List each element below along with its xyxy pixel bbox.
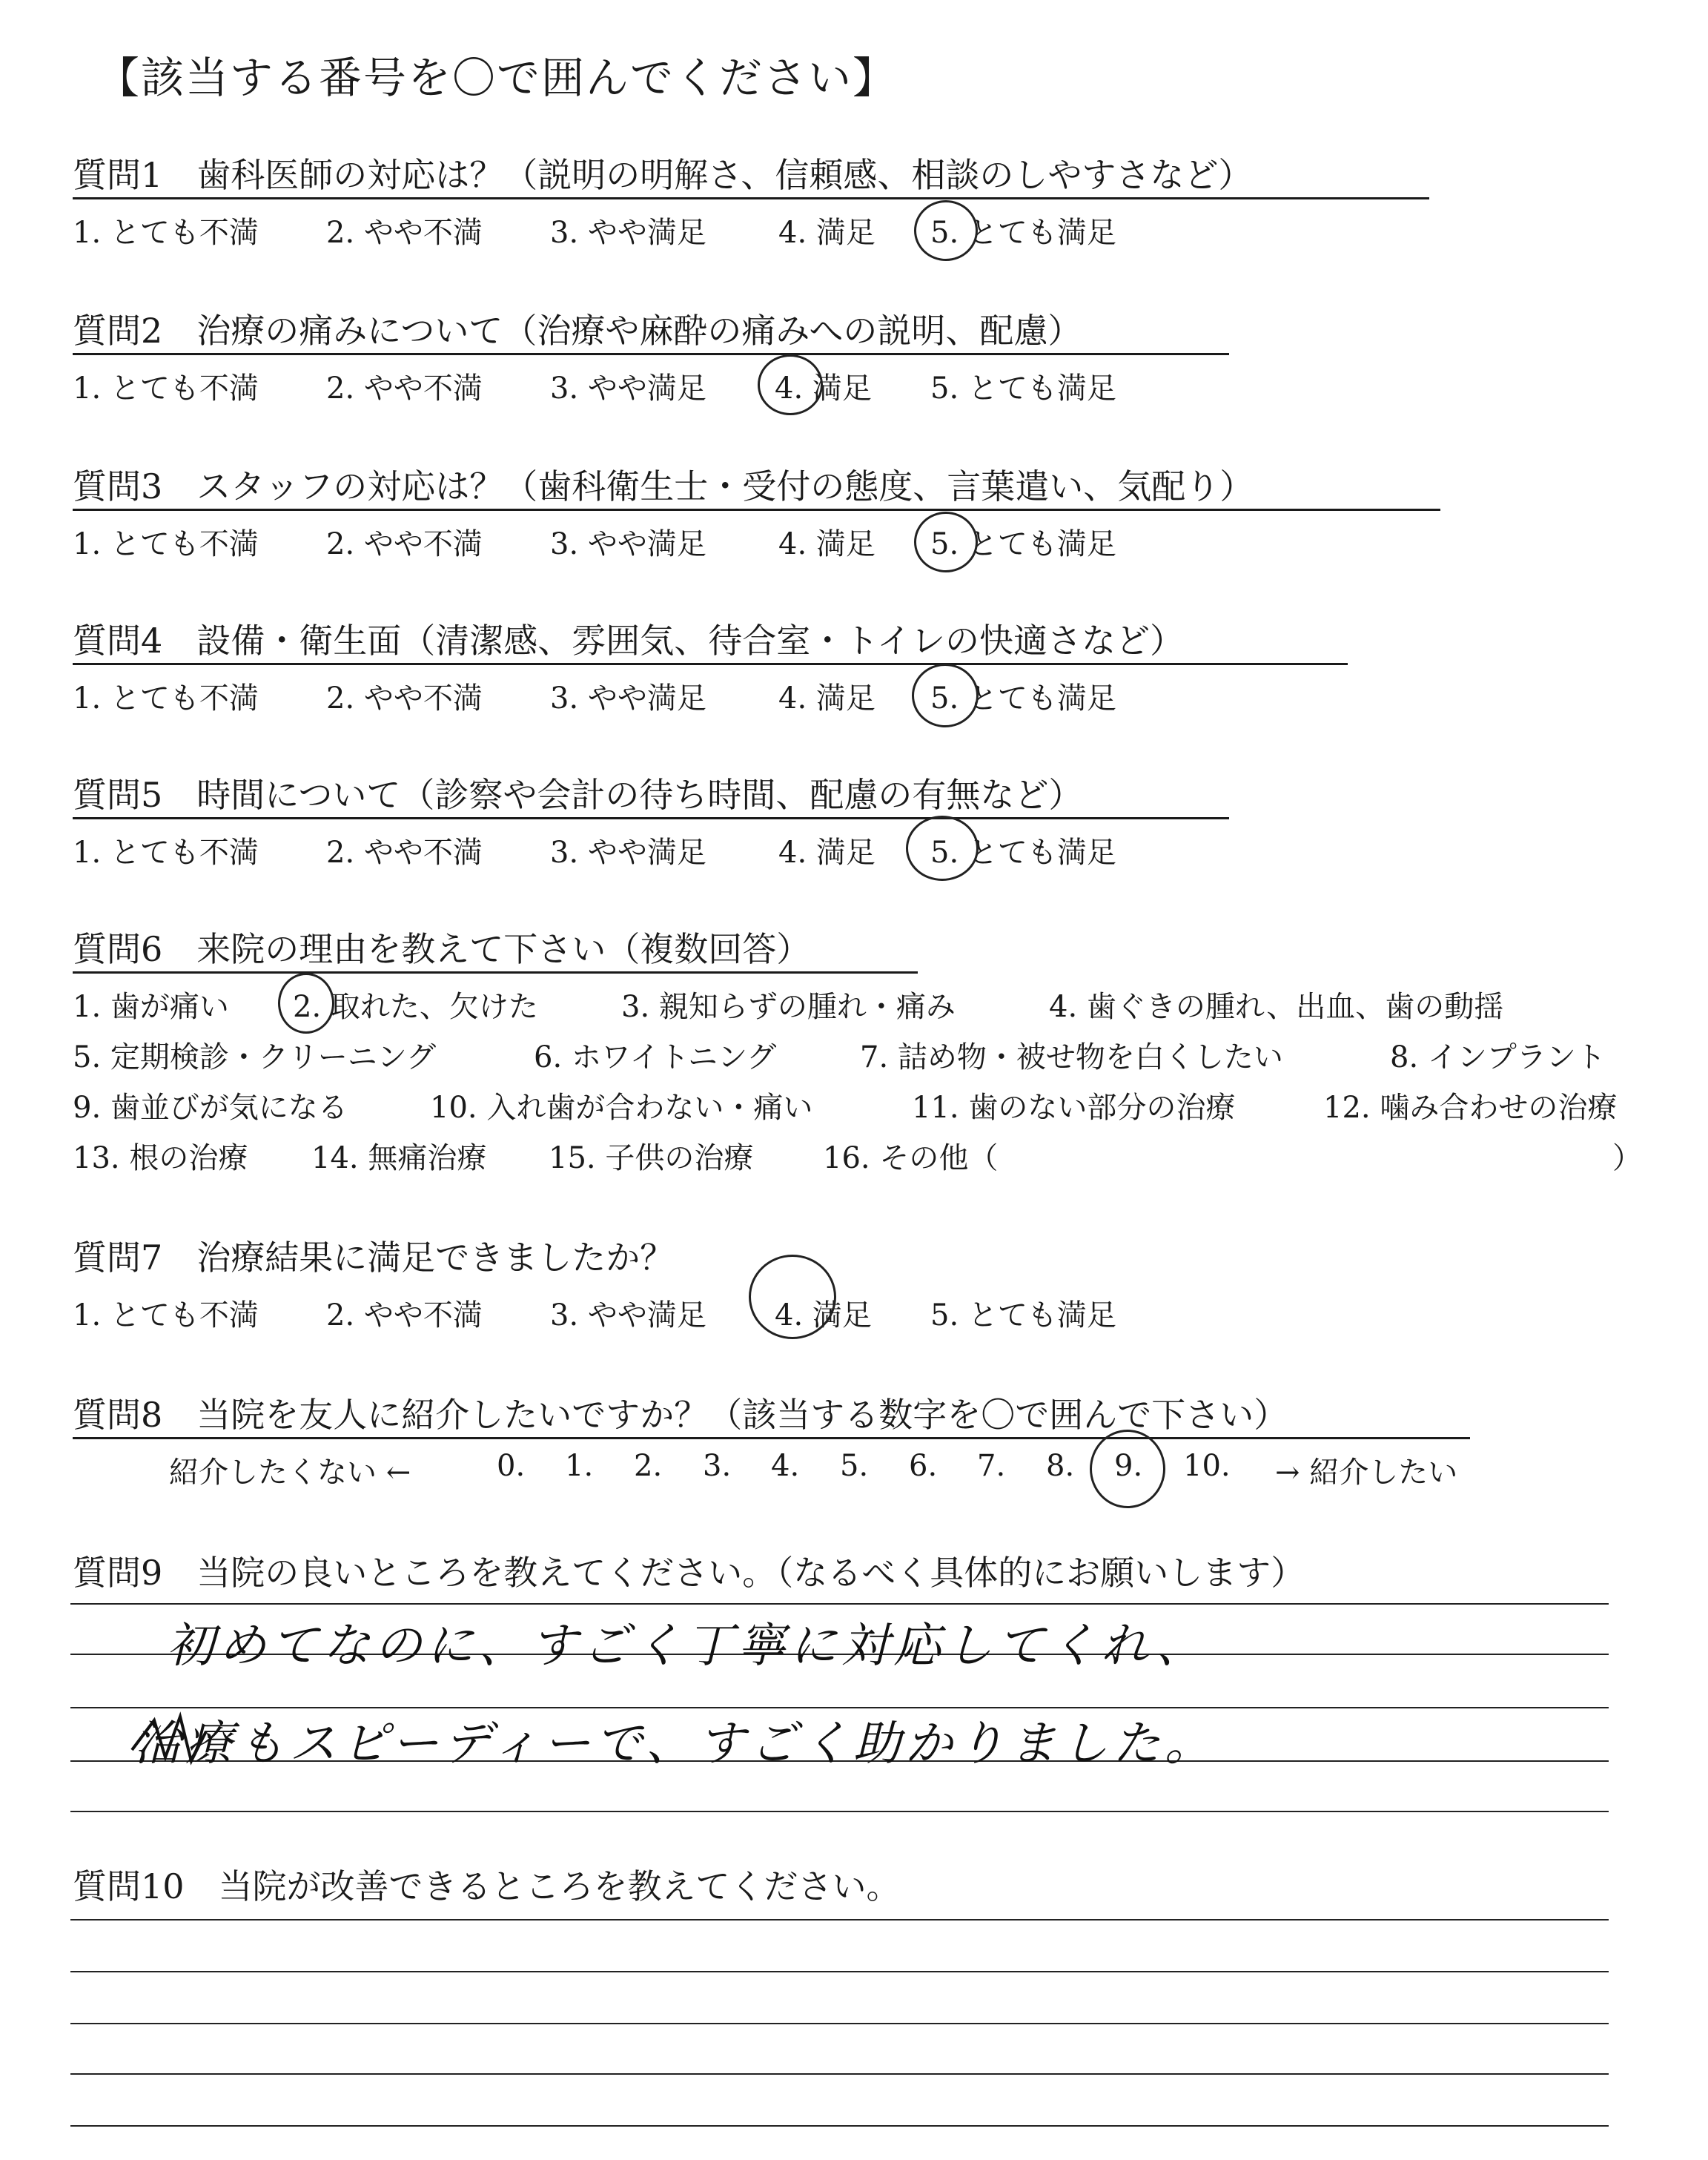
option-selected[interactable]: 4. 満足 (775, 1298, 872, 1332)
answer-line (70, 2023, 1609, 2024)
scale-option[interactable]: 10. (1183, 1449, 1231, 1483)
handwritten-answer-line-2: 治療もスピーディーで、すごく助かりました。 (133, 1717, 1217, 1771)
option[interactable]: 4. 満足 (778, 681, 875, 716)
scale-option[interactable]: 6. (909, 1449, 938, 1483)
question-4: 質問4 設備・衛生面（清潔感、雰囲気、待合室・トイレの快適さなど） (73, 621, 1184, 661)
option[interactable]: 2. やや不満 (326, 527, 483, 561)
option-selected[interactable]: 4. 満足 (775, 371, 872, 406)
answer-line (70, 1603, 1609, 1605)
scale-option[interactable]: 0. (497, 1449, 526, 1483)
option[interactable]: 2. やや不満 (326, 836, 483, 870)
question-2: 質問2 治療の痛みについて（治療や麻酔の痛みへの説明、配慮） (73, 311, 1082, 351)
scale-right-label: → 紹介したい (1275, 1456, 1458, 1490)
scale-option[interactable]: 1. (565, 1449, 594, 1483)
option[interactable]: 4. 満足 (778, 216, 875, 250)
option[interactable]: 4. 満足 (778, 527, 875, 561)
option[interactable]: 10. 入れ歯が合わない・痛い (430, 1091, 813, 1125)
question-5-underline (73, 817, 1229, 819)
option[interactable]: 9. 歯並びが気になる (73, 1091, 348, 1125)
option[interactable]: 2. やや不満 (326, 371, 483, 406)
option[interactable]: 3. 親知らずの腫れ・痛み (621, 990, 956, 1024)
option[interactable]: 3. やや満足 (550, 1298, 706, 1332)
option[interactable]: 7. 詰め物・被せ物を白くしたい (860, 1040, 1283, 1074)
scale-option[interactable]: 5. (840, 1449, 869, 1483)
scale-option[interactable]: 8. (1046, 1449, 1075, 1483)
question-7: 質問7 治療結果に満足できましたか？ (73, 1238, 675, 1278)
option[interactable]: 1. とても不満 (73, 1298, 259, 1332)
question-8-underline (73, 1437, 1470, 1439)
question-1: 質問1 歯科医師の対応は？（説明の明解さ、信頼感、相談のしやすさなど） (73, 155, 1253, 195)
option[interactable]: 3. やや満足 (550, 216, 706, 250)
question-5: 質問5 時間について（診察や会計の待ち時間、配慮の有無など） (73, 775, 1083, 815)
option[interactable]: 12. 噛み合わせの治療 (1323, 1091, 1618, 1125)
selection-circle (278, 973, 334, 1034)
option[interactable]: 16. その他（ (823, 1141, 999, 1175)
option[interactable]: 15. 子供の治療 (549, 1141, 754, 1175)
question-3-underline (73, 509, 1440, 511)
option[interactable]: 4. 満足 (778, 836, 875, 870)
answer-line (70, 2073, 1609, 2075)
option-selected[interactable]: 5. とても満足 (930, 836, 1116, 870)
option[interactable]: 5. 定期検診・クリーニング (73, 1040, 437, 1074)
option[interactable]: 3. やや満足 (550, 681, 706, 716)
selection-circle (1090, 1430, 1165, 1508)
selection-circle (758, 354, 823, 415)
answer-line (70, 1971, 1609, 1972)
option[interactable]: 13. 根の治療 (73, 1141, 248, 1175)
scale-option[interactable]: 7. (977, 1449, 1006, 1483)
option[interactable]: 1. とても不満 (73, 527, 259, 561)
option[interactable]: 5. とても満足 (930, 1298, 1116, 1332)
option[interactable]: 4. 歯ぐきの腫れ、出血、歯の動揺 (1049, 990, 1504, 1024)
scale-option-selected[interactable]: 9. (1114, 1449, 1143, 1483)
option-selected[interactable]: 2. 取れた、欠けた (293, 990, 538, 1024)
option[interactable]: 3. やや満足 (550, 371, 706, 406)
option[interactable]: 11. 歯のない部分の治療 (912, 1091, 1236, 1125)
option[interactable]: 14. 無痛治療 (311, 1141, 487, 1175)
option[interactable]: 2. やや不満 (326, 216, 483, 250)
answer-line (70, 1811, 1609, 1812)
question-10: 質問10 当院が改善できるところを教えてください。 (73, 1866, 901, 1906)
option[interactable]: 1. とても不満 (73, 371, 259, 406)
option[interactable]: 1. とても不満 (73, 681, 259, 716)
question-3: 質問3 スタッフの対応は？（歯科衛生士・受付の態度、言葉遣い、気配り） (73, 466, 1254, 506)
option[interactable]: 3. やや満足 (550, 527, 706, 561)
form-title: 【該当する番号を〇で囲んでください】 (96, 53, 898, 103)
scale-option[interactable]: 4. (771, 1449, 800, 1483)
question-6-underline (73, 971, 918, 974)
selection-circle (906, 816, 979, 881)
question-1-underline (73, 197, 1429, 199)
option[interactable]: 1. とても不満 (73, 836, 259, 870)
selection-circle (912, 664, 979, 727)
option[interactable]: 1. とても不満 (73, 216, 259, 250)
selection-circle (914, 200, 978, 261)
option-selected[interactable]: 5. とても満足 (930, 681, 1116, 716)
option-selected[interactable]: 5. とても満足 (930, 527, 1116, 561)
option[interactable]: 8. インプラント (1390, 1040, 1606, 1074)
handwritten-answer-line-1: 初めてなのに、すごく丁寧に対応してくれ、 (167, 1619, 1208, 1674)
selection-circle (914, 512, 978, 572)
question-9: 質問9 当院の良いところを教えてください。（なるべく具体的にお願いします） (73, 1553, 1305, 1593)
question-6: 質問6 来院の理由を教えて下さい（複数回答） (73, 929, 811, 969)
selection-circle (749, 1255, 836, 1339)
scale-left-label: 紹介したくない ← (169, 1456, 411, 1490)
answer-line (70, 2125, 1609, 2127)
question-8: 質問8 当院を友人に紹介したいですか？（該当する数字を〇で囲んで下さい） (73, 1395, 1288, 1435)
question-2-underline (73, 353, 1229, 355)
option[interactable]: 5. とても満足 (930, 371, 1116, 406)
scale-option[interactable]: 2. (634, 1449, 663, 1483)
scribble-mark (125, 1705, 214, 1772)
option[interactable]: 1. 歯が痛い (73, 990, 229, 1024)
option-selected[interactable]: 5. とても満足 (930, 216, 1116, 250)
option[interactable]: 2. やや不満 (326, 1298, 483, 1332)
option[interactable]: 3. やや満足 (550, 836, 706, 870)
question-4-underline (73, 663, 1348, 665)
option[interactable]: 6. ホワイトニング (534, 1040, 777, 1074)
answer-line (70, 1919, 1609, 1920)
option[interactable]: 2. やや不満 (326, 681, 483, 716)
option-close-paren: ） (1612, 1141, 1642, 1175)
scale-option[interactable]: 3. (703, 1449, 732, 1483)
